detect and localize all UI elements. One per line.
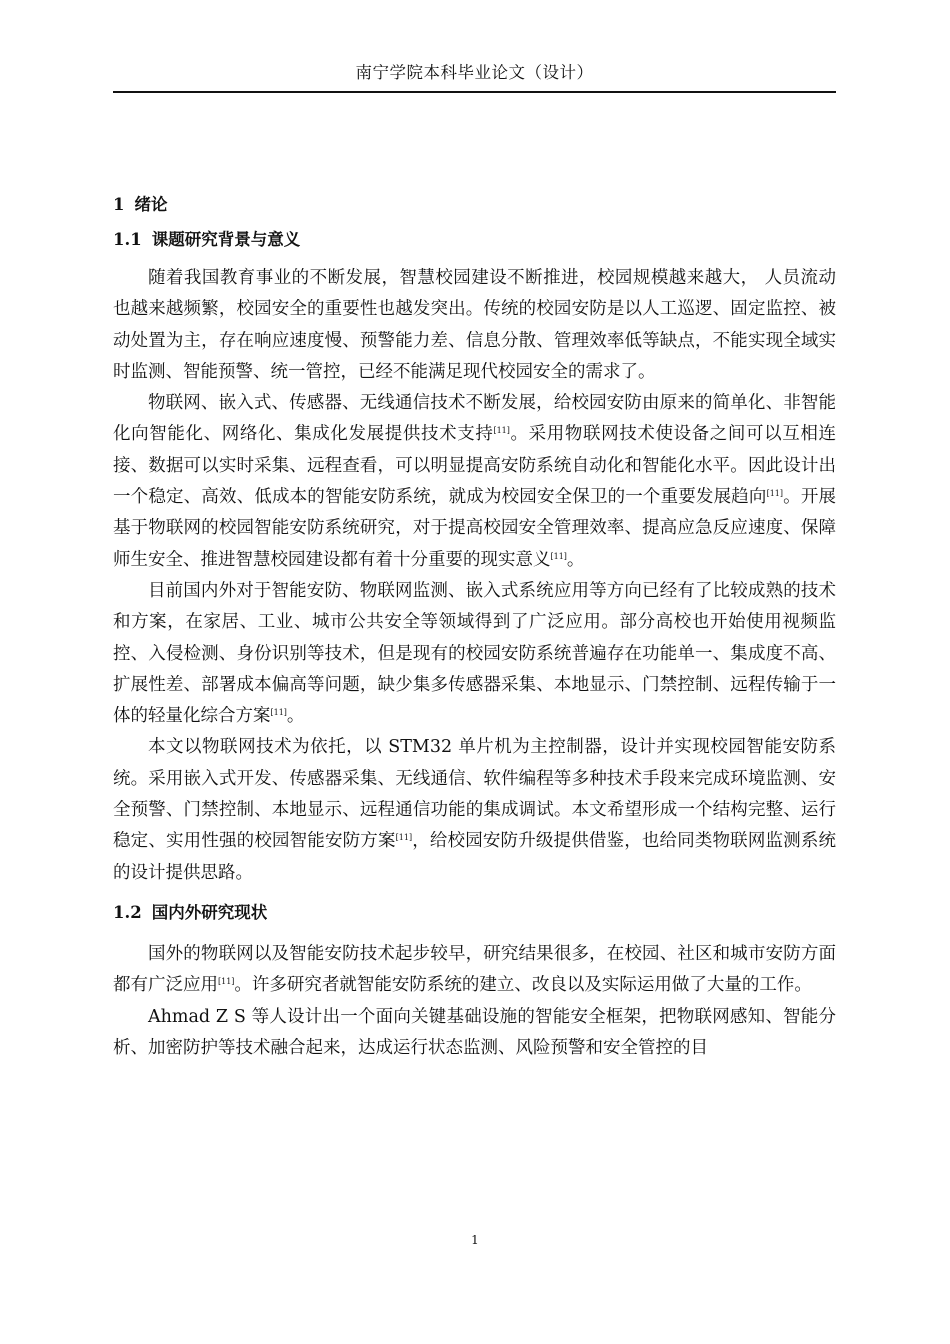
citation-ref: [11] xyxy=(218,977,235,987)
citation-ref: [11] xyxy=(550,551,567,561)
citation-ref: [11] xyxy=(395,833,413,843)
citation-ref: [11] xyxy=(270,708,287,718)
page-number: 1 xyxy=(471,1233,479,1247)
section-title: 国内外研究现状 xyxy=(151,902,268,922)
running-header xyxy=(113,60,836,93)
section-title: 课题研究背景与意义 xyxy=(151,230,301,249)
chapter-number: 1 xyxy=(113,195,125,214)
section-heading-1-1 xyxy=(113,224,836,256)
paragraph-background: 随着我国教育事业的不断发展，智慧校园建设不断推进，校园规模越来越大， 人员流动也越来越频繁，校园安全的重要性也越发突出。传统的校园安防是以人工巡逻、固定监控、被动处置为主，存在响应速度慢、预警能力差、信息分散、管理效率低等缺点，不能实现全域实时监测、智能预警、统一管控，已经不能满足现代校园安全的需求了。 xyxy=(113,268,836,382)
citation-ref: [11] xyxy=(766,489,784,499)
section-heading-1-2 xyxy=(113,897,836,929)
paragraph-ahmad: Ahmad Z S 等人设计出一个面向关键基础设施的智能安全框架，把物联网感知、智能分析、加密防护等技术融合起来，达成运行状态监测、风险预警和安全管控的目 xyxy=(113,1006,836,1058)
citation-ref: [11] xyxy=(493,426,510,436)
paragraph-iot-tech: 物联网、嵌入式、传感器、无线通信技术不断发展，给校园安防由原来的简单化、非智能化向智能化、网络化、集成化发展提供技术支持[11]。采用物联网技术使设备之间可以互相连接、数据可以实时采集、远程查看，可以明显提高安防系统自动化和智能化水平。因此设计出一个稳定、高效、低成本的智能安防系统，就成为校园安全保卫的一个重要发展趋向[11]。开展基于物联网的校园智能安防系统研究，对于提高校园安全管理效率、提高应急反应速度、保障师生安全、推进智慧校园建设都有着十分重要的现实意义[11]。 xyxy=(113,393,837,570)
header-title: 南宁学院本科毕业论文（设计） xyxy=(355,63,594,82)
section-number: 1.2 xyxy=(113,902,142,922)
chapter-heading xyxy=(113,189,836,221)
section-number: 1.1 xyxy=(113,230,142,249)
paragraph-this-work: 本文以物联网技术为依托，以 STM32 单片机为主控制器，设计并实现校园智能安防系统。采用嵌入式开发、传感器采集、无线通信、软件编程等多种技术手段来完成环境监测、安全预警、门禁控制、本地显示、远程通信功能的集成调试。本文希望形成一个结构完整、运行稳定、实用性强的校园智能安防方案[11]，给校园安防升级提供借鉴，也给同类物联网监测系统的设计提供思路。 xyxy=(113,737,837,883)
paragraph-current-state: 目前国内外对于智能安防、物联网监测、嵌入式系统应用等方向已经有了比较成熟的技术和方案，在家居、工业、城市公共安全等领域得到了广泛应用。部分高校也开始使用视频监控、入侵检测、身份识别等技术，但是现有的校园安防系统普遍存在功能单一、集成度不高、扩展性差、部署成本偏高等问题，缺少集多传感器采集、本地显示、门禁控制、远程传输于一体的轻量化综合方案[11]。 xyxy=(113,580,836,727)
paragraph-foreign-research: 国外的物联网以及智能安防技术起步较早，研究结果很多，在校园、社区和城市安防方面都有广泛应用[11]。许多研究者就智能安防系统的建立、改良以及实际运用做了大量的工作。 xyxy=(113,943,836,996)
chapter-title: 绪论 xyxy=(134,195,168,214)
body-content xyxy=(113,189,836,1064)
